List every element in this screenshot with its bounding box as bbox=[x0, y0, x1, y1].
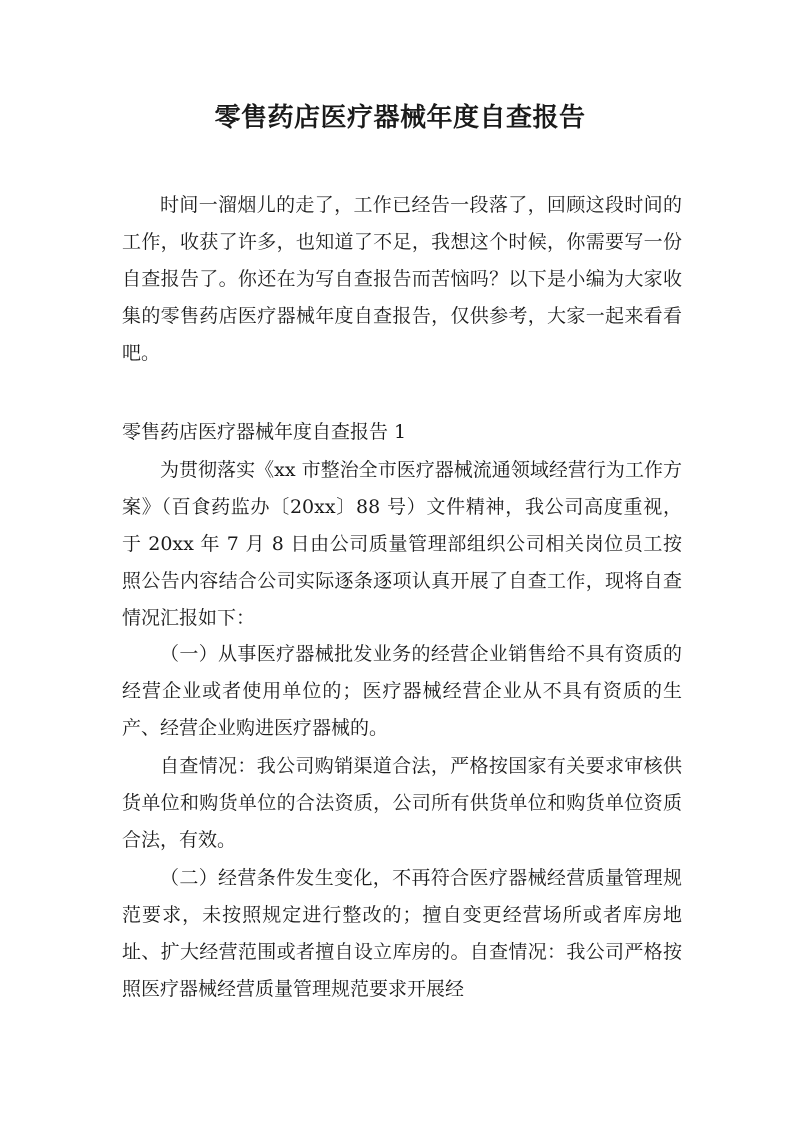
intro-paragraph: 时间一溜烟儿的走了，工作已经告一段落了，回顾这段时间的工作，收获了许多，也知道了不足，我想这个时候，你需要写一份自查报告了。你还在为写自查报告而苦恼吗？以下是小编为大家收集的零售药店医疗器械年度自查报告，仅供参考，大家一起来看看吧。 bbox=[122, 194, 682, 364]
body-paragraph: （二）经营条件发生变化，不再符合医疗器械经营质量管理规范要求，未按照规定进行整改的；擅自变更经营场所或者库房地址、扩大经营范围或者擅自设立库房的。自查情况：我公司严格按照医疗器械经营质量管理规范要求开展经 bbox=[122, 867, 682, 1000]
body-paragraph: 为贯彻落实《xx 市整治全市医疗器械流通领域经营行为工作方案》（百食药监办〔20xx〕88 号）文件精神，我公司高度重视，于 20xx 年 7 月 8 日由公司质量管理部组织公司相关岗位员工按照公告内容结合公司实际逐条逐项认真开展了自查工作，现将自查情况汇报如下： bbox=[122, 459, 682, 629]
section-heading: 零售药店医疗器械年度自查报告 1 bbox=[122, 421, 407, 443]
document-title: 零售药店医疗器械年度自查报告 bbox=[214, 103, 586, 133]
body-paragraph: 自查情况：我公司购销渠道合法，严格按国家有关要求审核供货单位和购货单位的合法资质，公司所有供货单位和购货单位资质合法，有效。 bbox=[122, 755, 682, 851]
body-paragraph: （一）从事医疗器械批发业务的经营企业销售给不具有资质的经营企业或者使用单位的；医疗器械经营企业从不具有资质的生产、经营企业购进医疗器械的。 bbox=[122, 643, 682, 739]
